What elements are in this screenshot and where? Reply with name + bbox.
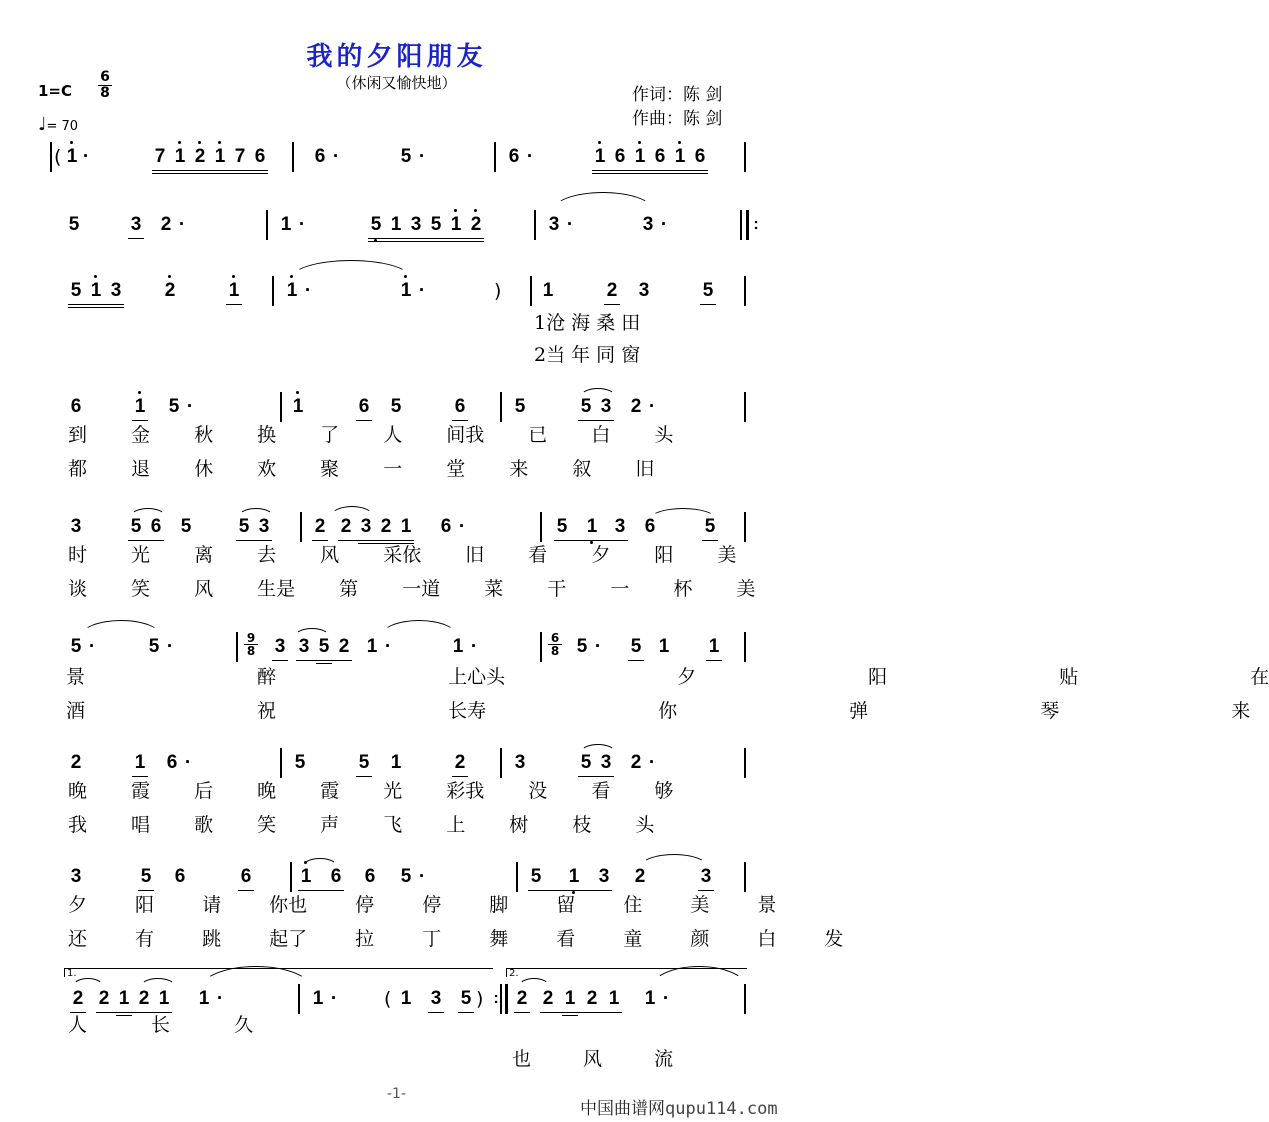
score-row-5: 3 5 6 5 5 3 2 2 3 2 1 6 · 5 1 3 6 5 xyxy=(0,510,793,550)
song-title: 我的夕阳朋友 xyxy=(306,42,487,72)
score-row-7: 2 1 6 · 5 5 1 2 3 5 3 2 · xyxy=(0,746,793,786)
tempo-indicator: ♩= 70 xyxy=(38,114,79,135)
score-row-1: ( 1 · 7 1 2 1 7 6 6 · 5 · 6 · 1 6 1 6 1 6 xyxy=(0,140,793,180)
first-ending-bracket: 1. xyxy=(64,968,493,977)
lyric-verse1-line3: 时 光 离 去 风 采依 旧 看 夕 阳 美 xyxy=(68,544,737,566)
lyric-verse2-line6: 还 有 跳 起了 拉 丁 舞 看 童 颜 白 发 xyxy=(68,928,844,950)
key-signature: 1=C xyxy=(38,82,73,100)
lyric-verse1-line4: 景 醉 上心头 夕 阳 贴 在 xyxy=(66,666,1269,688)
second-ending-bracket: 2. xyxy=(506,968,747,977)
lyric-verse1-line5: 晚 霞 后 晚 霞 光 彩我 没 看 够 xyxy=(68,780,674,802)
lyric-verse2-line2: 都 退 休 欢 聚 一 堂 来 叙 旧 xyxy=(68,458,655,480)
lyric-verse1-line2: 到 金 秋 换 了 人 间我 已 白 头 xyxy=(68,424,674,446)
score-row-6: 5 · 5 · 9 8 3 3 5 2 1 · 1 · 6 8 5 · 5 1 1 xyxy=(0,630,793,670)
score-row-8: 3 5 6 6 1 6 6 5 · 5 1 3 2 3 xyxy=(0,860,793,900)
lyric-verse1-line6: 夕 阳 请 你也 停 停 脚 留 住 美 景 xyxy=(68,894,777,916)
tempo-marking: （休闲又愉快地） xyxy=(336,74,457,92)
lyric-verse2-line3: 谈 笑 风 生是 第 一道 菜 干 一 杯 美 xyxy=(68,578,756,600)
lyric-verse2-line7: 也 风 流 xyxy=(512,1048,674,1070)
time-signature-6-8: 6 8 xyxy=(548,632,562,657)
lyric-verse1-line7: 人 长 久 xyxy=(68,1014,254,1036)
lyric-verse2-line5: 我 唱 歌 笑 声 飞 上 树 枝 头 xyxy=(68,814,655,836)
lyric-verse1-line1: 1沧 海 桑 田 xyxy=(534,312,641,334)
lyricist-credit: 作词：陈 剑 xyxy=(632,85,723,105)
watermark: 中国曲谱网qupu114.com xyxy=(580,1099,778,1119)
score-row-3: 5 1 3 2 1 1 · 1 · ) 1 2 3 5 xyxy=(0,274,793,314)
lyric-verse2-line1: 2当 年 同 窗 xyxy=(534,344,641,366)
composer-credit: 作曲：陈 剑 xyxy=(632,109,723,129)
score-row-2: 5 3 2 · 1 · 5 1 3 5 1 2 3 · 3 · : xyxy=(0,208,793,248)
score-row-9: 2 2 1 2 1 1 · 1 · ( 1 3 5 ) : 2 2 1 2 1 1 · xyxy=(0,982,793,1022)
page-number: -1- xyxy=(386,1086,406,1102)
time-signature-9-8: 9 8 xyxy=(244,632,258,657)
score-row-4: 6 1 5 · 1 6 5 6 5 5 3 2 · xyxy=(0,390,793,430)
quarter-note-icon: ♩ xyxy=(38,114,47,135)
time-signature: 6 8 xyxy=(98,70,112,101)
lyric-verse2-line4: 酒 祝 长寿 你 弹 琴 来 xyxy=(66,700,1251,722)
